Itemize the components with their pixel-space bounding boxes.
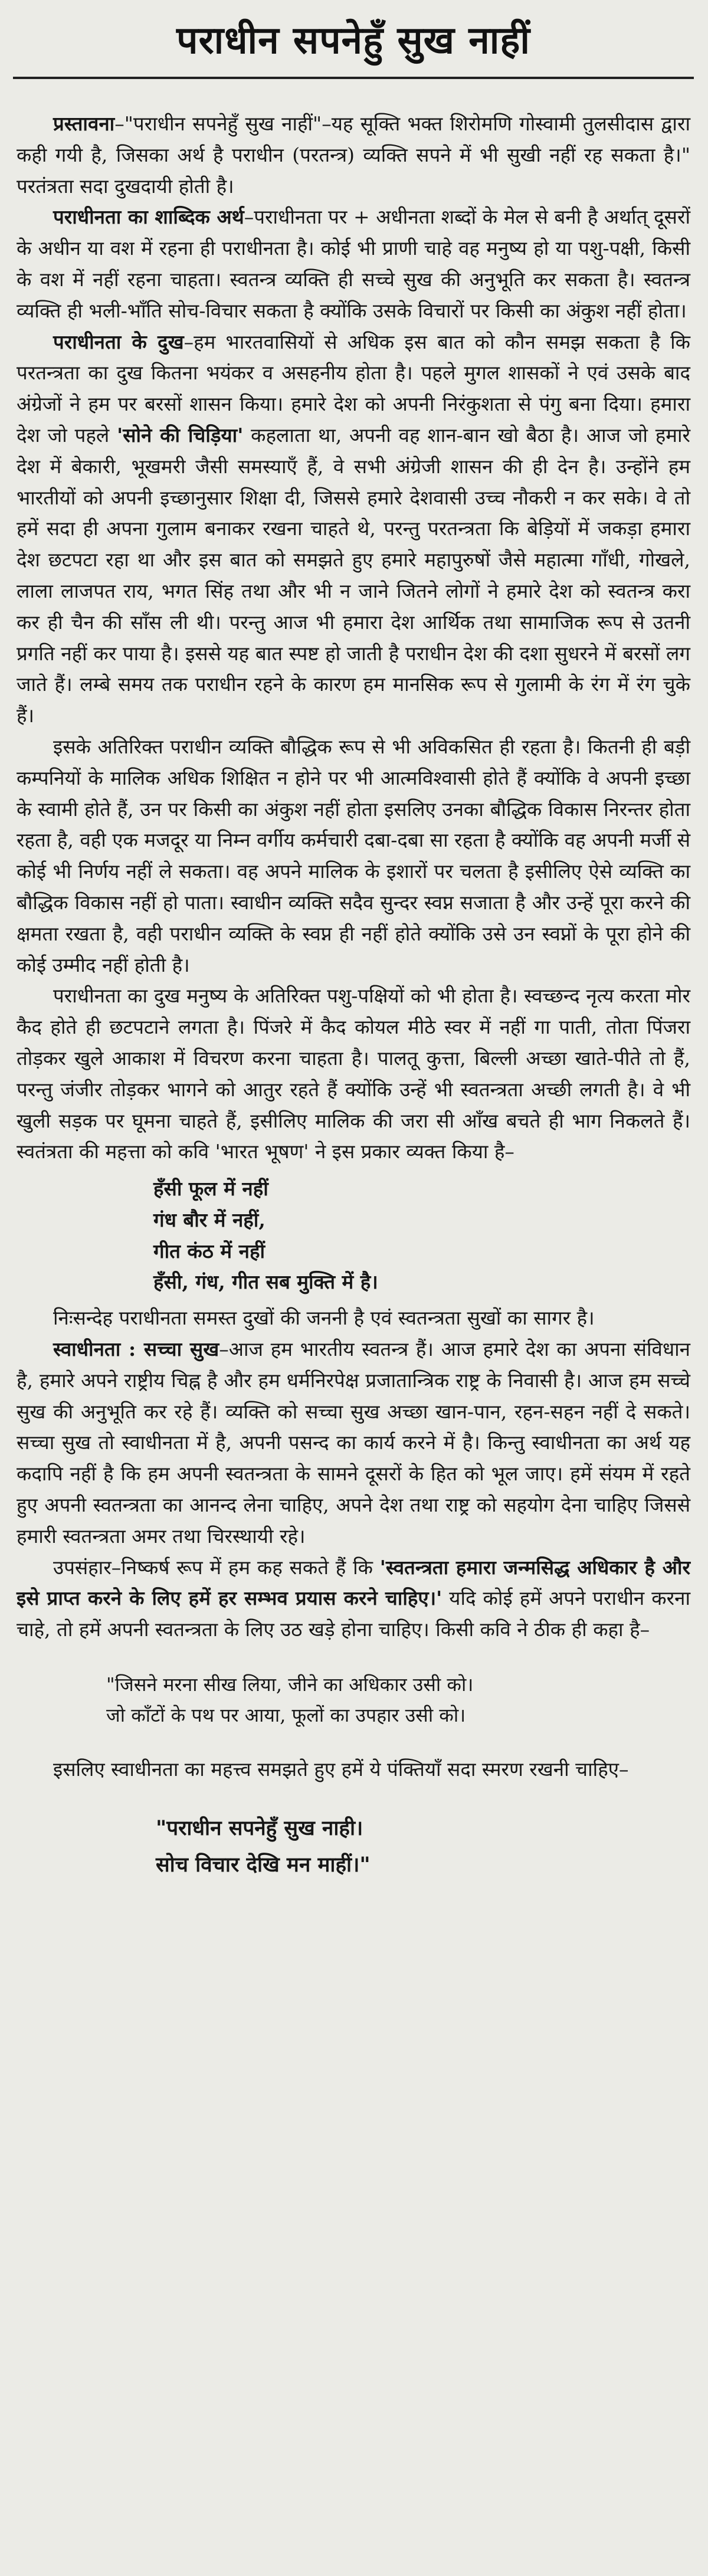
sorrow-paragraph [17, 327, 690, 732]
essay-body [17, 79, 690, 1883]
poem-line: गंध बौर में नहीं, [153, 1208, 266, 1231]
freedom-text: –आज हम भारतीय स्वतन्त्र हैं। आज हमारे देश का अपना संविधान है, हमारे अपने राष्ट्रीय चिह्न है और हम धर्मनिरपेक्ष प्रजातान्त्रिक राष्ट्र के निवासी है। आज हम सच्चे सुख की अनुभूति कर रहे हैं। व्यक्ति को सच्चा सुख अच्छा खान-पान, रहन-सहन नहीं दे सकते। सच्चा सुख तो स्वाधीनता में है, अपनी पसन्द का कार्य करने में है। किन्तु स्वाधीनता का अर्थ यह कदापि नहीं है कि हम अपनी स्वतन्त्रता के सामने दूसरों के हित को भूल जाए। हमें संयम में रहते हुए अपनी स्वतन्त्रता का आनन्द लेना चाहिए, अपने देश तथा राष्ट्र को सहयोग देना चाहिए जिससे हमारी स्वतन्त्रता अमर तथा चिरस्थायी रहे। [17, 1338, 690, 1548]
meaning-text: –पराधीनता पर + अधीनता शब्दों के मेल से बनी है अर्थात् दूसरों के अधीन या वश में रहना ही पराधीनता है। कोई भी प्राणी चाहे वह मनुष्य हो या पशु-पक्षी, किसी के वश में नहीं रहना चाहता। स्वतन्त्र व्यक्ति ही सच्चे सुख की अनुभूति कर सकता है। स्वतन्त्र व्यक्ति ही भली-भाँति सोच-विचार सकता है क्योंकि उसके विचारों पर किसी का अंकुश नहीं होता। [17, 205, 690, 322]
poem-line: जो काँटों के पथ पर आया, फूलों का उपहार उसी को। [106, 1704, 466, 1727]
poet-quote [106, 1669, 690, 1731]
sorrow-label: पराधीनता के दुख [53, 330, 184, 353]
conclusion-text-a: –निष्कर्ष रूप में हम कह सकते हैं कि [111, 1555, 380, 1579]
animals-summary: निःसन्देह पराधीनता समस्त दुखों की जननी है एवं स्वतन्त्रता सुखों का सागर है। [53, 1306, 595, 1330]
conclusion-quote: 'स्वतन्त्रता हमारा जन्मसिद्ध अधिकार है और इसे प्राप्त करने के लिए हमें हर सम्भव प्रयास करने चाहिए।' [17, 1555, 690, 1610]
meaning-paragraph [17, 202, 690, 326]
conclusion-paragraph [17, 1552, 690, 1646]
freedom-poem [153, 1174, 690, 1298]
freedom-label: स्वाधीनता : सच्चा सुख [53, 1338, 219, 1361]
animals-paragraph: पराधीनता का दुख मनुष्य के अतिरिक्त पशु-पक्षियों को भी होता है। स्वच्छन्द नृत्य करता मोर कैद होते ही छटपटाने लगता है। पिंजरे में कैद कोयल मीठे स्वर में नहीं गा पाती, तोता पिंजरा तोड़कर खुले आकाश में विचरण करना चाहता है। पालतू कुत्ता, बिल्ली अच्छा खाते-पीते तो हैं, परन्तु जंजीर तोड़कर भागने को आतुर रहते हैं क्योंकि उन्हें भी स्वतन्त्रता अच्छी लगती है। वे भी खुली सड़क पर घूमना चाहते हैं, इसीलिए मालिक की जरा सी आँख बचते ही भाग निकलते हैं। स्वतंत्रता की महत्ता को कवि 'भारत भूषण' ने इस प्रकार व्यक्त किया है– [17, 984, 690, 1164]
intro-label: प्रस्तावना [53, 112, 115, 135]
meaning-label: पराधीनता का शाब्दिक अर्थ [53, 205, 244, 229]
title-bar [13, 0, 694, 79]
conclusion-label: उपसंहार [53, 1555, 112, 1579]
intro-paragraph [17, 109, 690, 202]
poem-line: हँसी, गंध, गीत सब मुक्ति में है। [153, 1270, 378, 1294]
poem-line: सोच विचार देखि मन माहीं।" [156, 1852, 371, 1877]
poem-line: हँसी फूल में नहीं [153, 1177, 268, 1201]
intellect-paragraph: इसके अतिरिक्त पराधीन व्यक्ति बौद्धिक रूप से भी अविकसित ही रहता है। कितनी ही बड़ी कम्पनियों के मालिक अधिक शिक्षित न होने पर भी आत्मविश्वासी होते हैं क्योंकि वे अपनी इच्छा के स्वामी होते हैं, उन पर किसी का अंकुश नहीं होता इसलिए उनका बौद्धिक विकास निरन्तर होता रहता है, वही एक मजदूर या निम्न वर्गीय कर्मचारी दबा-दबा सा रहता है क्योंकि वह अपनी मर्जी से कोई भी निर्णय नहीं ले सकता। वह अपने मालिक के इशारों पर चलता है इसीलिए ऐसे व्यक्ति का बौद्धिक विकास नहीं हो पाता। स्वाधीन व्यक्ति सदैव सुन्दर स्वप्न सजाता है और उन्हें पूरा करने की क्षमता रखता है, वही पराधीन व्यक्ति के स्वप्न ही नहीं होते क्योंकि उसे उन स्वप्नों के पूरा होने की कोई उम्मीद नहीं होती है। [17, 735, 690, 976]
poem-line: "जिसने मरना सीख लिया, जीने का अधिकार उसी को। [106, 1673, 474, 1696]
sorrow-text-b: कहलाता था, अपनी वह शान-बान खो बैठा है। आज जो हमारे देश में बेकारी, भूखमरी जैसी समस्याएँ हैं, वे सभी अंग्रेजी शासन की ही देन है। उन्होंने हम भारतीयों को अपनी इच्छानुसार शिक्षा दी, जिससे हमारे देशवासी उच्च नौकरी न कर सके। वे तो हमें सदा ही अपना गुलाम बनाकर रखना चाहते थे, परन्तु परतन्त्रता कि बेड़ियों में जकड़ा हमारा देश छटपटा रहा था और इस बात को समझते हुए हमारे महापुरुषों जैसे महात्मा गाँधी, गोखले, लाला लाजपत राय, भगत सिंह तथा और भी न जाने जितने लोगों ने हमारे देश को स्वतन्त्र करा कर ही चैन की साँस ली थी। परन्तु आज भी हमारा देश आर्थिक तथा सामाजिक रूप से उतनी प्रगति नहीं कर पाया है। इससे यह बात स्पष्ट हो जाती है पराधीन देश की दशा सुधरने में बरसों लग जाते हैं। लम्बे समय तक पराधीन रहने के कारण हम मानसिक रूप से गुलामी के रंग में रंग चुके हैं। [17, 423, 691, 727]
sorrow-text-a: –हम भारतवासियों से अधिक इस बात को कौन समझ सकता है कि परतन्त्रता का दुख कितना भयंकर व असहनीय होता है। पहले मुगल शासकों ने एवं उसके बाद अंग्रेजों ने हम पर बरसों शासन किया। हमारे देश को अपनी निरंकुशता से पंगु बना दिया। हमारा देश जो पहले [17, 330, 691, 447]
intro-text: –"पराधीन सपनेहुँ सुख नाहीं"–यह सूक्ति भक्त शिरोमणि गोस्वामी तुलसीदास द्वारा कही गयी है, जिसका अर्थ है पराधीन (परतन्त्र) व्यक्ति सपने में भी सुखी नहीं रह सकता है।" परतंत्रता सदा दुखदायी होती है। [17, 112, 690, 198]
final-couplet [156, 1810, 690, 1883]
poem-line: "पराधीन सपनेहुँ सुख नाही। [156, 1815, 363, 1840]
page-title: पराधीन सपनेहुँ सुख नाहीं [176, 18, 530, 63]
conclusion-text-b: यदि कोई हमें अपने पराधीन करना चाहे, तो हमें अपनी स्वतन्त्रता के लिए उठ खड़े होना चाहिए। किसी कवि ने ठीक ही कहा है– [17, 1587, 690, 1641]
sorrow-bold-phrase: 'सोने की चिड़िया' [117, 423, 244, 447]
freedom-paragraph [17, 1334, 690, 1552]
poem-line: गीत कंठ में नहीं [153, 1239, 266, 1263]
closing-paragraph: इसलिए स्वाधीनता का महत्त्व समझते हुए हमें ये पंक्तियाँ सदा स्मरण रखनी चाहिए– [53, 1758, 629, 1781]
